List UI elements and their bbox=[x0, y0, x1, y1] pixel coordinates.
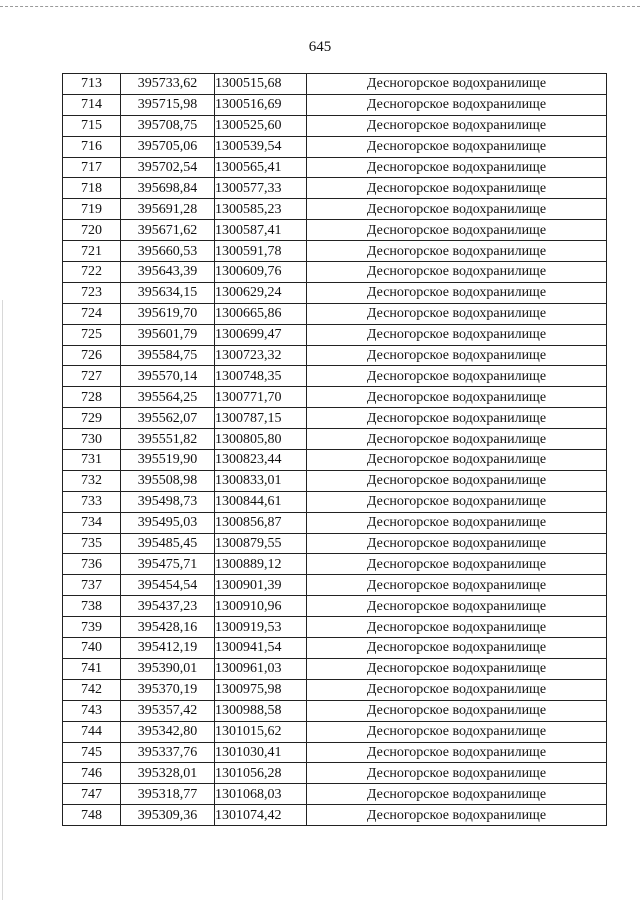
water-body-name-cell: Десногорское водохранилище bbox=[307, 387, 607, 408]
point-number-cell: 721 bbox=[63, 241, 121, 262]
x-coordinate-cell: 395337,76 bbox=[121, 742, 215, 763]
point-number-cell: 732 bbox=[63, 470, 121, 491]
x-coordinate-cell: 395715,98 bbox=[121, 94, 215, 115]
point-number-cell: 739 bbox=[63, 617, 121, 638]
point-number-cell: 745 bbox=[63, 742, 121, 763]
x-coordinate-cell: 395601,79 bbox=[121, 324, 215, 345]
water-body-name-cell: Десногорское водохранилище bbox=[307, 554, 607, 575]
table-row bbox=[63, 763, 607, 784]
water-body-name-cell: Десногорское водохранилище bbox=[307, 638, 607, 659]
y-coordinate-cell: 1300941,54 bbox=[215, 638, 307, 659]
table-row bbox=[63, 533, 607, 554]
coordinates-table-body bbox=[63, 74, 607, 826]
water-body-name-cell: Десногорское водохранилище bbox=[307, 784, 607, 805]
y-coordinate-cell: 1300910,96 bbox=[215, 596, 307, 617]
scan-top-border bbox=[0, 6, 640, 7]
x-coordinate-cell: 395475,71 bbox=[121, 554, 215, 575]
x-coordinate-cell: 395390,01 bbox=[121, 658, 215, 679]
table-row bbox=[63, 617, 607, 638]
x-coordinate-cell: 395708,75 bbox=[121, 115, 215, 136]
table-row bbox=[63, 512, 607, 533]
water-body-name-cell: Десногорское водохранилище bbox=[307, 220, 607, 241]
water-body-name-cell: Десногорское водохранилище bbox=[307, 700, 607, 721]
water-body-name-cell: Десногорское водохранилище bbox=[307, 366, 607, 387]
y-coordinate-cell: 1300771,70 bbox=[215, 387, 307, 408]
point-number-cell: 731 bbox=[63, 450, 121, 471]
x-coordinate-cell: 395570,14 bbox=[121, 366, 215, 387]
table-row bbox=[63, 679, 607, 700]
y-coordinate-cell: 1300856,87 bbox=[215, 512, 307, 533]
y-coordinate-cell: 1300833,01 bbox=[215, 470, 307, 491]
x-coordinate-cell: 395342,80 bbox=[121, 721, 215, 742]
water-body-name-cell: Десногорское водохранилище bbox=[307, 512, 607, 533]
y-coordinate-cell: 1300539,54 bbox=[215, 136, 307, 157]
water-body-name-cell: Десногорское водохранилище bbox=[307, 721, 607, 742]
point-number-cell: 748 bbox=[63, 805, 121, 826]
y-coordinate-cell: 1300565,41 bbox=[215, 157, 307, 178]
water-body-name-cell: Десногорское водохранилище bbox=[307, 178, 607, 199]
point-number-cell: 720 bbox=[63, 220, 121, 241]
water-body-name-cell: Десногорское водохранилище bbox=[307, 324, 607, 345]
x-coordinate-cell: 395498,73 bbox=[121, 491, 215, 512]
point-number-cell: 747 bbox=[63, 784, 121, 805]
water-body-name-cell: Десногорское водохранилище bbox=[307, 763, 607, 784]
coordinates-table bbox=[62, 73, 607, 826]
y-coordinate-cell: 1301015,62 bbox=[215, 721, 307, 742]
y-coordinate-cell: 1300844,61 bbox=[215, 491, 307, 512]
y-coordinate-cell: 1300919,53 bbox=[215, 617, 307, 638]
water-body-name-cell: Десногорское водохранилище bbox=[307, 805, 607, 826]
x-coordinate-cell: 395660,53 bbox=[121, 241, 215, 262]
point-number-cell: 713 bbox=[63, 74, 121, 95]
y-coordinate-cell: 1300901,39 bbox=[215, 575, 307, 596]
x-coordinate-cell: 395691,28 bbox=[121, 199, 215, 220]
point-number-cell: 722 bbox=[63, 262, 121, 283]
water-body-name-cell: Десногорское водохранилище bbox=[307, 345, 607, 366]
water-body-name-cell: Десногорское водохранилище bbox=[307, 157, 607, 178]
point-number-cell: 734 bbox=[63, 512, 121, 533]
y-coordinate-cell: 1300961,03 bbox=[215, 658, 307, 679]
point-number-cell: 733 bbox=[63, 491, 121, 512]
x-coordinate-cell: 395619,70 bbox=[121, 303, 215, 324]
table-row bbox=[63, 199, 607, 220]
table-row bbox=[63, 805, 607, 826]
y-coordinate-cell: 1301056,28 bbox=[215, 763, 307, 784]
x-coordinate-cell: 395584,75 bbox=[121, 345, 215, 366]
point-number-cell: 738 bbox=[63, 596, 121, 617]
water-body-name-cell: Десногорское водохранилище bbox=[307, 658, 607, 679]
y-coordinate-cell: 1301068,03 bbox=[215, 784, 307, 805]
x-coordinate-cell: 395328,01 bbox=[121, 763, 215, 784]
water-body-name-cell: Десногорское водохранилище bbox=[307, 282, 607, 303]
table-row bbox=[63, 491, 607, 512]
table-row bbox=[63, 303, 607, 324]
water-body-name-cell: Десногорское водохранилище bbox=[307, 408, 607, 429]
water-body-name-cell: Десногорское водохранилище bbox=[307, 679, 607, 700]
y-coordinate-cell: 1300805,80 bbox=[215, 429, 307, 450]
table-row bbox=[63, 387, 607, 408]
y-coordinate-cell: 1300787,15 bbox=[215, 408, 307, 429]
water-body-name-cell: Десногорское водохранилище bbox=[307, 429, 607, 450]
table-row bbox=[63, 596, 607, 617]
table-row bbox=[63, 721, 607, 742]
point-number-cell: 725 bbox=[63, 324, 121, 345]
water-body-name-cell: Десногорское водохранилище bbox=[307, 262, 607, 283]
table-row bbox=[63, 638, 607, 659]
scan-left-edge bbox=[2, 300, 3, 900]
table-row bbox=[63, 658, 607, 679]
x-coordinate-cell: 395412,19 bbox=[121, 638, 215, 659]
x-coordinate-cell: 395564,25 bbox=[121, 387, 215, 408]
x-coordinate-cell: 395634,15 bbox=[121, 282, 215, 303]
table-row bbox=[63, 282, 607, 303]
point-number-cell: 719 bbox=[63, 199, 121, 220]
point-number-cell: 746 bbox=[63, 763, 121, 784]
point-number-cell: 717 bbox=[63, 157, 121, 178]
table-row bbox=[63, 575, 607, 596]
table-row bbox=[63, 784, 607, 805]
water-body-name-cell: Десногорское водохранилище bbox=[307, 575, 607, 596]
table-row bbox=[63, 157, 607, 178]
y-coordinate-cell: 1301074,42 bbox=[215, 805, 307, 826]
water-body-name-cell: Десногорское водохранилище bbox=[307, 596, 607, 617]
x-coordinate-cell: 395428,16 bbox=[121, 617, 215, 638]
point-number-cell: 736 bbox=[63, 554, 121, 575]
water-body-name-cell: Десногорское водохранилище bbox=[307, 533, 607, 554]
x-coordinate-cell: 395495,03 bbox=[121, 512, 215, 533]
table-row bbox=[63, 366, 607, 387]
point-number-cell: 718 bbox=[63, 178, 121, 199]
x-coordinate-cell: 395309,36 bbox=[121, 805, 215, 826]
x-coordinate-cell: 395562,07 bbox=[121, 408, 215, 429]
table-row bbox=[63, 74, 607, 95]
point-number-cell: 716 bbox=[63, 136, 121, 157]
x-coordinate-cell: 395454,54 bbox=[121, 575, 215, 596]
y-coordinate-cell: 1300665,86 bbox=[215, 303, 307, 324]
x-coordinate-cell: 395705,06 bbox=[121, 136, 215, 157]
y-coordinate-cell: 1300988,58 bbox=[215, 700, 307, 721]
x-coordinate-cell: 395437,23 bbox=[121, 596, 215, 617]
table-row bbox=[63, 241, 607, 262]
point-number-cell: 727 bbox=[63, 366, 121, 387]
table-row bbox=[63, 742, 607, 763]
point-number-cell: 743 bbox=[63, 700, 121, 721]
y-coordinate-cell: 1301030,41 bbox=[215, 742, 307, 763]
table-row bbox=[63, 554, 607, 575]
water-body-name-cell: Десногорское водохранилище bbox=[307, 136, 607, 157]
x-coordinate-cell: 395702,54 bbox=[121, 157, 215, 178]
point-number-cell: 742 bbox=[63, 679, 121, 700]
point-number-cell: 740 bbox=[63, 638, 121, 659]
water-body-name-cell: Десногорское водохранилище bbox=[307, 470, 607, 491]
x-coordinate-cell: 395551,82 bbox=[121, 429, 215, 450]
table-row bbox=[63, 220, 607, 241]
point-number-cell: 724 bbox=[63, 303, 121, 324]
point-number-cell: 714 bbox=[63, 94, 121, 115]
x-coordinate-cell: 395733,62 bbox=[121, 74, 215, 95]
table-row bbox=[63, 136, 607, 157]
point-number-cell: 730 bbox=[63, 429, 121, 450]
x-coordinate-cell: 395508,98 bbox=[121, 470, 215, 491]
point-number-cell: 744 bbox=[63, 721, 121, 742]
water-body-name-cell: Десногорское водохранилище bbox=[307, 199, 607, 220]
y-coordinate-cell: 1300585,23 bbox=[215, 199, 307, 220]
y-coordinate-cell: 1300699,47 bbox=[215, 324, 307, 345]
y-coordinate-cell: 1300515,68 bbox=[215, 74, 307, 95]
y-coordinate-cell: 1300591,78 bbox=[215, 241, 307, 262]
y-coordinate-cell: 1300723,32 bbox=[215, 345, 307, 366]
x-coordinate-cell: 395519,90 bbox=[121, 450, 215, 471]
y-coordinate-cell: 1300879,55 bbox=[215, 533, 307, 554]
table-row bbox=[63, 324, 607, 345]
y-coordinate-cell: 1300975,98 bbox=[215, 679, 307, 700]
point-number-cell: 726 bbox=[63, 345, 121, 366]
table-row bbox=[63, 408, 607, 429]
x-coordinate-cell: 395357,42 bbox=[121, 700, 215, 721]
point-number-cell: 737 bbox=[63, 575, 121, 596]
table-row bbox=[63, 262, 607, 283]
table-row bbox=[63, 450, 607, 471]
point-number-cell: 728 bbox=[63, 387, 121, 408]
y-coordinate-cell: 1300609,76 bbox=[215, 262, 307, 283]
point-number-cell: 715 bbox=[63, 115, 121, 136]
table-row bbox=[63, 700, 607, 721]
water-body-name-cell: Десногорское водохранилище bbox=[307, 742, 607, 763]
water-body-name-cell: Десногорское водохранилище bbox=[307, 450, 607, 471]
y-coordinate-cell: 1300587,41 bbox=[215, 220, 307, 241]
water-body-name-cell: Десногорское водохранилище bbox=[307, 491, 607, 512]
table-row bbox=[63, 345, 607, 366]
x-coordinate-cell: 395643,39 bbox=[121, 262, 215, 283]
point-number-cell: 735 bbox=[63, 533, 121, 554]
water-body-name-cell: Десногорское водохранилище bbox=[307, 94, 607, 115]
y-coordinate-cell: 1300629,24 bbox=[215, 282, 307, 303]
page-number: 645 bbox=[308, 39, 332, 55]
table-row bbox=[63, 115, 607, 136]
point-number-cell: 741 bbox=[63, 658, 121, 679]
table-row bbox=[63, 429, 607, 450]
y-coordinate-cell: 1300577,33 bbox=[215, 178, 307, 199]
x-coordinate-cell: 395485,45 bbox=[121, 533, 215, 554]
y-coordinate-cell: 1300823,44 bbox=[215, 450, 307, 471]
y-coordinate-cell: 1300516,69 bbox=[215, 94, 307, 115]
y-coordinate-cell: 1300525,60 bbox=[215, 115, 307, 136]
table-row bbox=[63, 470, 607, 491]
water-body-name-cell: Десногорское водохранилище bbox=[307, 115, 607, 136]
water-body-name-cell: Десногорское водохранилище bbox=[307, 241, 607, 262]
table-row bbox=[63, 94, 607, 115]
y-coordinate-cell: 1300889,12 bbox=[215, 554, 307, 575]
water-body-name-cell: Десногорское водохранилище bbox=[307, 303, 607, 324]
point-number-cell: 729 bbox=[63, 408, 121, 429]
table-row bbox=[63, 178, 607, 199]
x-coordinate-cell: 395370,19 bbox=[121, 679, 215, 700]
x-coordinate-cell: 395318,77 bbox=[121, 784, 215, 805]
x-coordinate-cell: 395698,84 bbox=[121, 178, 215, 199]
x-coordinate-cell: 395671,62 bbox=[121, 220, 215, 241]
y-coordinate-cell: 1300748,35 bbox=[215, 366, 307, 387]
water-body-name-cell: Десногорское водохранилище bbox=[307, 617, 607, 638]
point-number-cell: 723 bbox=[63, 282, 121, 303]
water-body-name-cell: Десногорское водохранилище bbox=[307, 74, 607, 95]
